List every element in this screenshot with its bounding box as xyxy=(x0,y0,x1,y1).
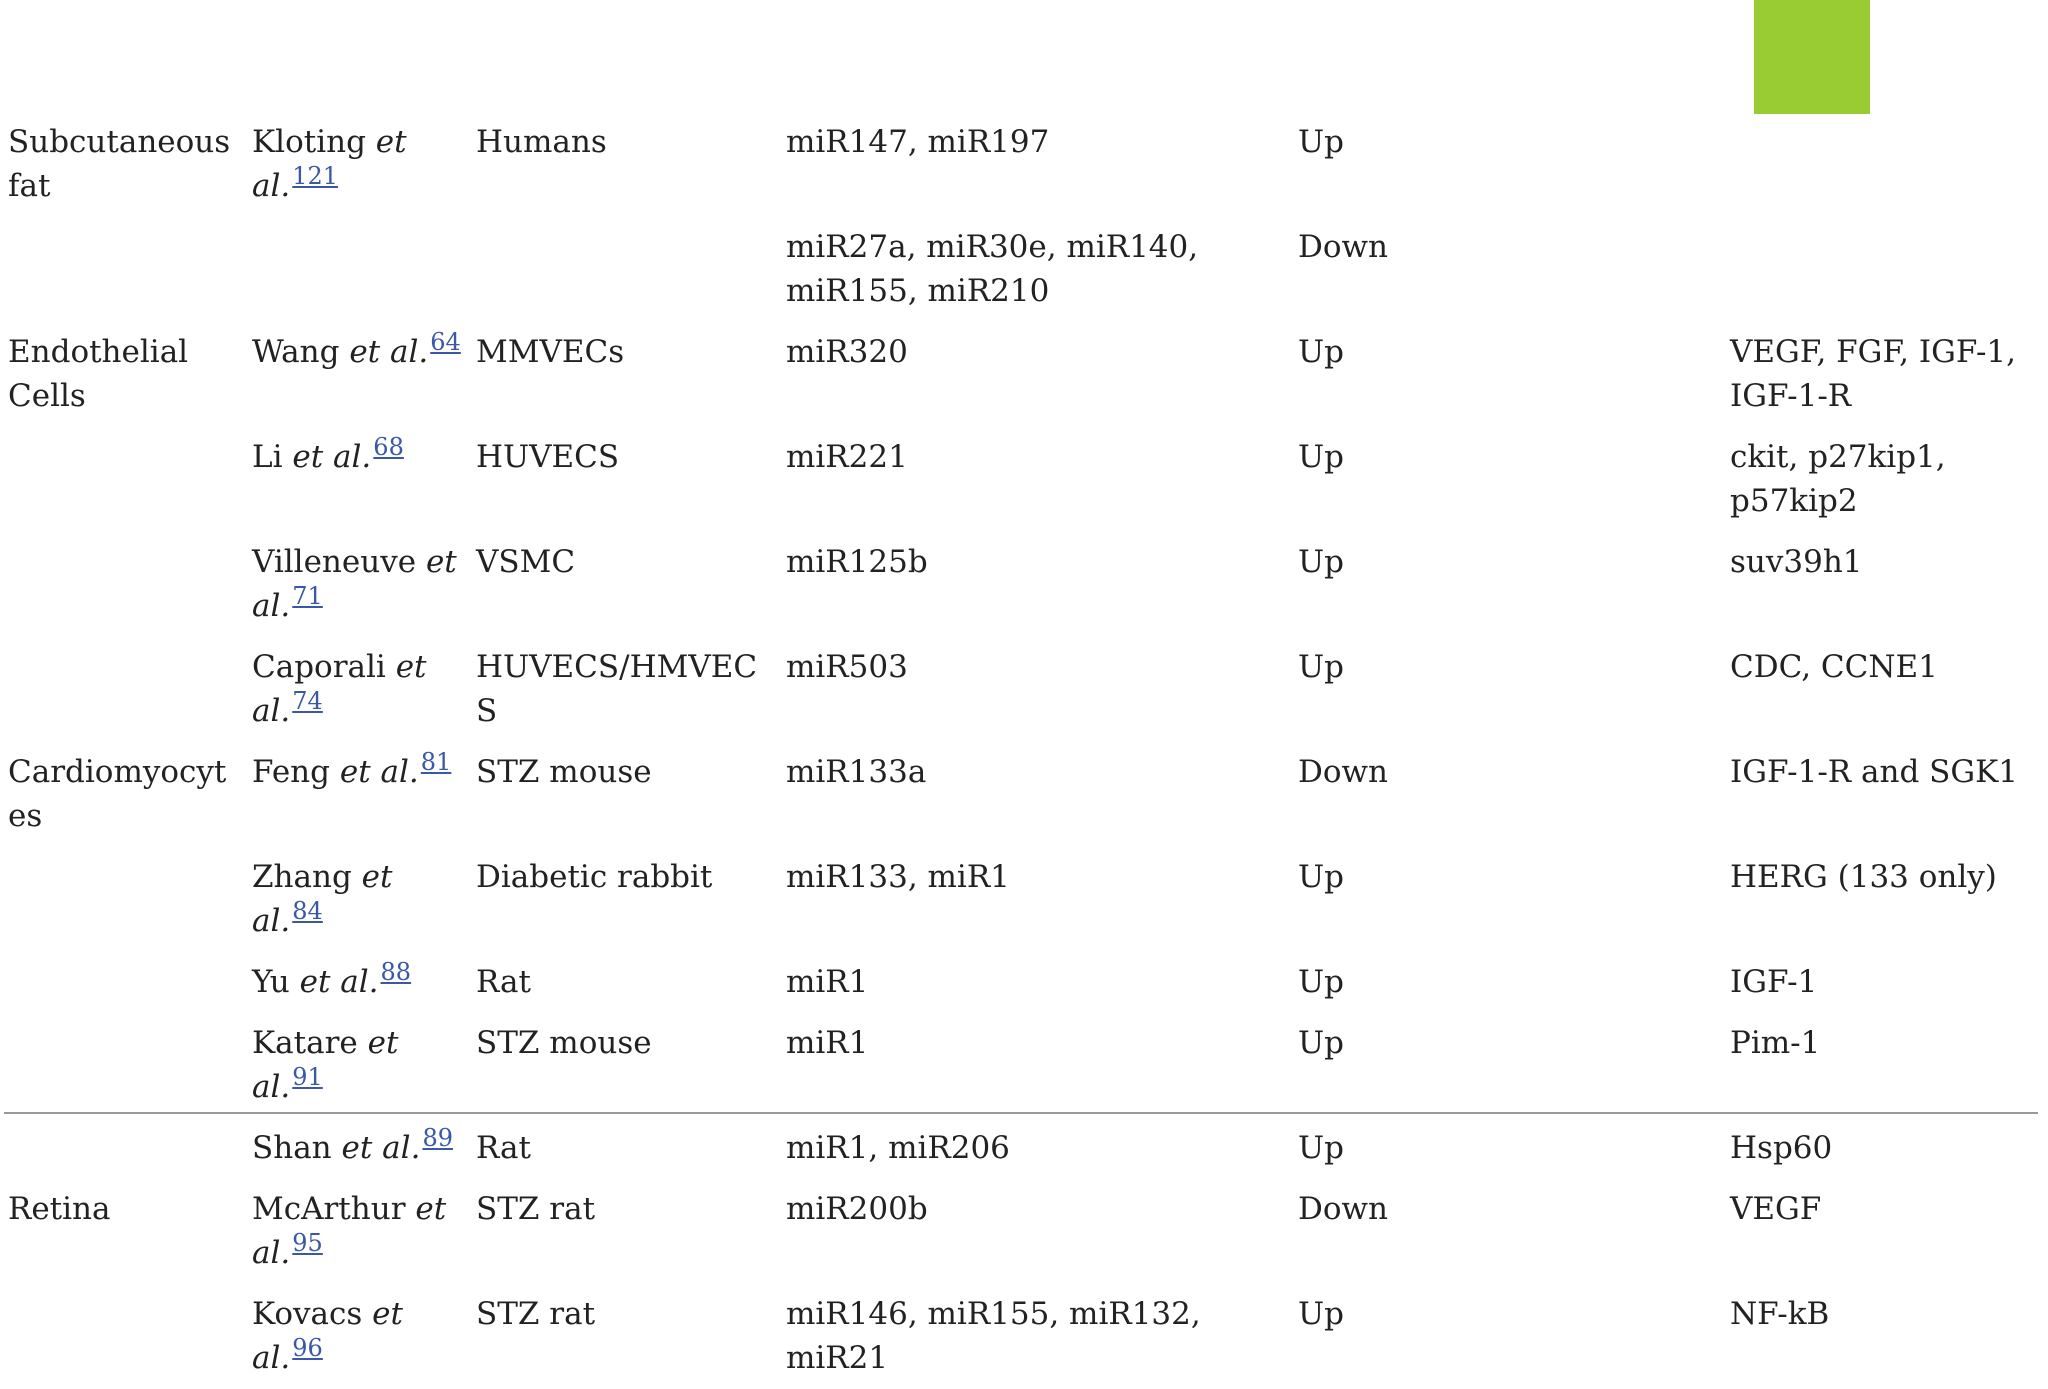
table-row xyxy=(0,952,2040,1013)
model-cell: VSMC xyxy=(476,544,576,580)
regulation-cell: Down xyxy=(1298,229,1389,265)
targets-cell: IGF-1-R and SGK1 xyxy=(1730,754,2019,790)
model-cell: Diabetic rabbit xyxy=(476,859,713,895)
targets-cell xyxy=(1722,217,2040,322)
model-cell: HUVECS/HMVECS xyxy=(476,649,758,729)
targets-cell: Pim-1 xyxy=(1730,1025,1821,1061)
author-cell xyxy=(244,742,468,847)
tissue-cell xyxy=(0,427,244,532)
regulation-cell: Up xyxy=(1298,544,1344,580)
mirna-cell: miR221 xyxy=(786,439,908,475)
tissue-cell xyxy=(0,637,244,742)
table-row xyxy=(0,532,2040,637)
et-al-text: et al. xyxy=(252,1191,447,1271)
table-row xyxy=(0,1118,2040,1179)
mirna-cell: miR133a xyxy=(786,754,927,790)
author-name: Zhang xyxy=(252,859,352,895)
author-name: Caporali xyxy=(252,649,386,685)
author-cell xyxy=(244,217,468,322)
reference-link[interactable]: 89 xyxy=(422,1124,453,1152)
author-name: Kovacs xyxy=(252,1296,363,1332)
table-body xyxy=(0,112,2040,1389)
reference-link[interactable]: 64 xyxy=(430,328,461,356)
author-name: McArthur xyxy=(252,1191,406,1227)
reference-link[interactable]: 84 xyxy=(292,897,323,925)
mirna-table xyxy=(0,112,2040,1389)
model-cell xyxy=(468,217,778,322)
reference-link[interactable]: 71 xyxy=(292,582,323,610)
regulation-cell: Up xyxy=(1298,964,1344,1000)
et-al-text: et al. xyxy=(349,334,429,370)
table-row xyxy=(0,1013,2040,1118)
tissue-cell: Endothelial Cells xyxy=(8,334,189,414)
table-row xyxy=(0,742,2040,847)
author-cell xyxy=(244,1118,468,1179)
table-row xyxy=(0,322,2040,427)
mirna-cell: miR147, miR197 xyxy=(786,124,1050,160)
reference-link[interactable]: 81 xyxy=(420,748,452,776)
author-cell xyxy=(244,532,468,637)
table xyxy=(0,112,2040,1389)
reference-link[interactable]: 121 xyxy=(292,162,339,190)
model-cell: STZ mouse xyxy=(476,754,652,790)
mirna-cell: miR200b xyxy=(786,1191,928,1227)
table-row xyxy=(0,112,2040,217)
tissue-cell: Retina xyxy=(8,1191,111,1227)
targets-cell: IGF-1 xyxy=(1730,964,1818,1000)
table-row xyxy=(0,847,2040,952)
tissue-cell: Cardiomyocytes xyxy=(8,754,227,834)
author-name: Wang xyxy=(252,334,340,370)
tissue-cell xyxy=(0,1013,244,1118)
regulation-cell: Up xyxy=(1298,1025,1344,1061)
mirna-cell: miR1 xyxy=(786,1025,869,1061)
author-cell xyxy=(244,637,468,742)
reference-link[interactable]: 88 xyxy=(380,958,412,986)
table-row xyxy=(0,427,2040,532)
author-name: Li xyxy=(252,439,283,475)
model-cell: Rat xyxy=(476,1130,531,1166)
et-al-text: et al. xyxy=(252,1296,403,1376)
mirna-cell: miR1 xyxy=(786,964,869,1000)
model-cell: STZ mouse xyxy=(476,1025,652,1061)
mirna-cell: miR125b xyxy=(786,544,928,580)
tissue-cell xyxy=(0,847,244,952)
targets-cell: VEGF xyxy=(1730,1191,1822,1227)
table-row xyxy=(0,1284,2040,1389)
regulation-cell: Up xyxy=(1298,1296,1344,1332)
author-name: Feng xyxy=(252,754,330,790)
et-al-text: et al. xyxy=(341,1130,421,1166)
author-cell xyxy=(244,112,468,217)
author-cell xyxy=(244,1179,468,1284)
reference-link[interactable]: 96 xyxy=(292,1334,323,1362)
regulation-cell: Up xyxy=(1298,334,1344,370)
author-cell xyxy=(244,847,468,952)
reference-link[interactable]: 95 xyxy=(292,1229,323,1257)
et-al-text: et al. xyxy=(252,859,393,939)
reference-link[interactable]: 68 xyxy=(373,433,404,461)
author-cell xyxy=(244,322,468,427)
regulation-cell: Up xyxy=(1298,124,1344,160)
reference-link[interactable]: 91 xyxy=(292,1063,323,1091)
targets-cell: suv39h1 xyxy=(1730,544,1863,580)
tissue-cell xyxy=(0,1118,244,1179)
et-al-text: et al. xyxy=(252,544,457,624)
et-al-text: et al. xyxy=(252,124,407,204)
author-cell xyxy=(244,427,468,532)
targets-cell: Hsp60 xyxy=(1730,1130,1833,1166)
accent-square xyxy=(1754,0,1870,114)
regulation-cell: Down xyxy=(1298,1191,1389,1227)
targets-cell: ckit, p27kip1, p57kip2 xyxy=(1730,439,1946,519)
table-row xyxy=(0,217,2040,322)
targets-cell: HERG (133 only) xyxy=(1730,859,1997,895)
et-al-text: et al. xyxy=(299,964,379,1000)
author-name: Yu xyxy=(252,964,290,1000)
regulation-cell: Up xyxy=(1298,439,1344,475)
model-cell: STZ rat xyxy=(476,1191,596,1227)
model-cell: Humans xyxy=(476,124,607,160)
tissue-cell xyxy=(0,952,244,1013)
mirna-cell: miR146, miR155, miR132, miR21 xyxy=(786,1296,1201,1376)
regulation-cell: Down xyxy=(1298,754,1389,790)
author-name: Shan xyxy=(252,1130,332,1166)
table-bottom-rule xyxy=(4,1112,2038,1114)
regulation-cell: Up xyxy=(1298,649,1344,685)
model-cell: HUVECS xyxy=(476,439,620,475)
tissue-cell: Subcutaneous fat xyxy=(8,124,231,204)
tissue-cell xyxy=(0,217,244,322)
mirna-cell: miR27a, miR30e, miR140, miR155, miR210 xyxy=(786,229,1199,309)
reference-link[interactable]: 74 xyxy=(292,687,323,715)
tissue-cell xyxy=(0,532,244,637)
author-cell xyxy=(244,1284,468,1389)
table-row xyxy=(0,637,2040,742)
et-al-text: et al. xyxy=(252,649,427,729)
table-row xyxy=(0,1179,2040,1284)
model-cell: MMVECs xyxy=(476,334,625,370)
author-cell xyxy=(244,1013,468,1118)
tissue-cell xyxy=(0,1284,244,1389)
model-cell: Rat xyxy=(476,964,531,1000)
model-cell: STZ rat xyxy=(476,1296,596,1332)
targets-cell: VEGF, FGF, IGF-1, IGF-1-R xyxy=(1730,334,2017,414)
author-name: Katare xyxy=(252,1025,358,1061)
targets-cell: NF-kB xyxy=(1730,1296,1830,1332)
mirna-cell: miR1, miR206 xyxy=(786,1130,1010,1166)
et-al-text: et al. xyxy=(292,439,372,475)
et-al-text: et al. xyxy=(252,1025,399,1105)
targets-cell: CDC, CCNE1 xyxy=(1730,649,1938,685)
regulation-cell: Up xyxy=(1298,1130,1344,1166)
mirna-cell: miR320 xyxy=(786,334,908,370)
targets-cell xyxy=(1722,112,2040,217)
author-name: Villeneuve xyxy=(252,544,417,580)
et-al-text: et al. xyxy=(339,754,419,790)
mirna-cell: miR133, miR1 xyxy=(786,859,1010,895)
regulation-cell: Up xyxy=(1298,859,1344,895)
mirna-cell: miR503 xyxy=(786,649,908,685)
author-name: Kloting xyxy=(252,124,366,160)
author-cell xyxy=(244,952,468,1013)
